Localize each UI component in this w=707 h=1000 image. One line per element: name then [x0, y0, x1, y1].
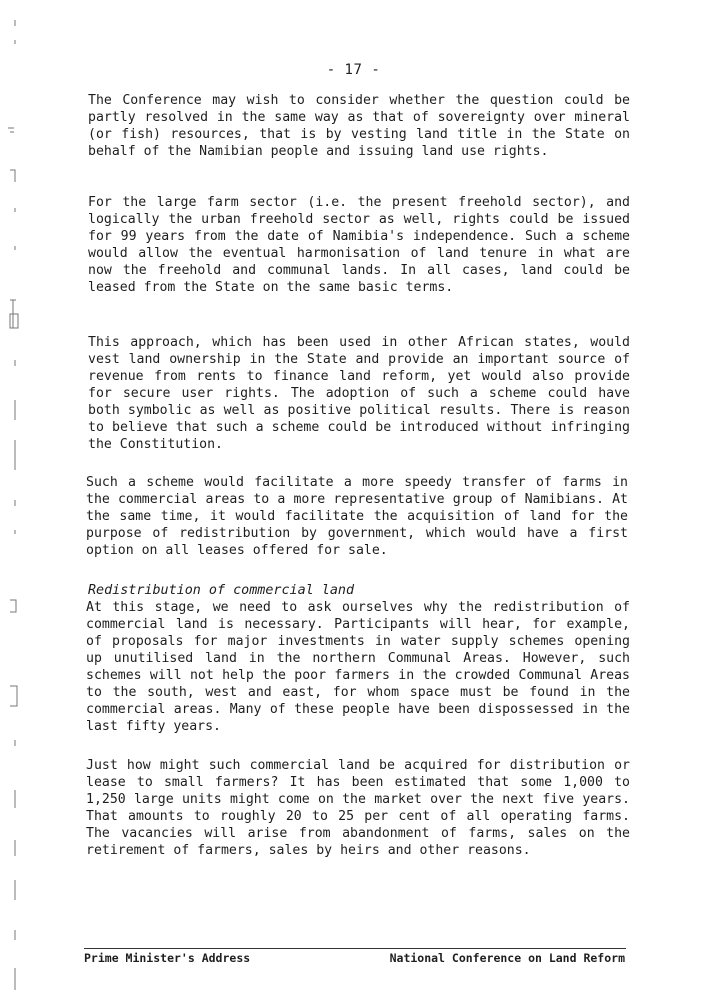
- paragraph-large-farm-sector: For the large farm sector (i.e. the present freehold sector), and logically the urban freehold sector as well, rights could be issued for 99 years from the date of Namibia's independence. Such a scheme would allow the eventual harmonisation of land tenure in what are now the freehold and communal lands. In all cases, land could be leased from the State on the same basic terms.: [88, 195, 630, 295]
- footer-right-text: National Conference on Land Reform: [389, 951, 625, 965]
- scan-margin-artifacts: [0, 0, 30, 1000]
- section-heading-redistribution: Redistribution of commercial land: [88, 583, 355, 598]
- paragraph-sovereignty: The Conference may wish to consider whether the question could be partly resolved in the same way as that of sovereignty over mineral (or fish) resources, that is by vesting land title in the State on behalf of the Namibian people and issuing land use rights.: [88, 93, 630, 159]
- footer-divider: [84, 948, 626, 949]
- paragraph-speedy-transfer: Such a scheme would facilitate a more speedy transfer of farms in the commercial areas to a more representative group of Namibians. At the same time, it would facilitate the acquisition of land for the purpose of redistribution by government, which would have a first option on all leases offered for sale.: [86, 475, 628, 558]
- page-number: - 17 -: [326, 62, 381, 78]
- footer-left-text: Prime Minister's Address: [84, 951, 251, 965]
- paragraph-land-acquisition: Just how might such commercial land be acquired for distribution or lease to small farmers? It has been estimated that some 1,000 to 1,250 large units might come on the market over the next five years. That amounts to roughly 20 to 25 per cent of all operating farms. The vacancies will arise from abandonment of farms, sales on the retirement of farmers, sales by heirs and other reasons.: [86, 758, 630, 858]
- paragraph-approach: This approach, which has been used in other African states, would vest land ownership in the State and provide an important source of revenue from rents to finance land reform, yet would also provide for secure user rights. The adoption of such a scheme could have both symbolic as well as positive political results. There is reason to believe that such a scheme could be introduced without infringing the Constitution.: [88, 335, 630, 452]
- paragraph-redistribution-necessity: At this stage, we need to ask ourselves why the redistribution of commercial land is necessary. Participants will hear, for example, of proposals for major investments in water supply schemes opening up unutilised land in the northern Communal Areas. However, such schemes will not help the poor farmers in the crowded Communal Areas to the south, west and east, for whom space must be found in the commercial areas. Many of these people have been dispossessed in the last fifty years.: [86, 600, 630, 734]
